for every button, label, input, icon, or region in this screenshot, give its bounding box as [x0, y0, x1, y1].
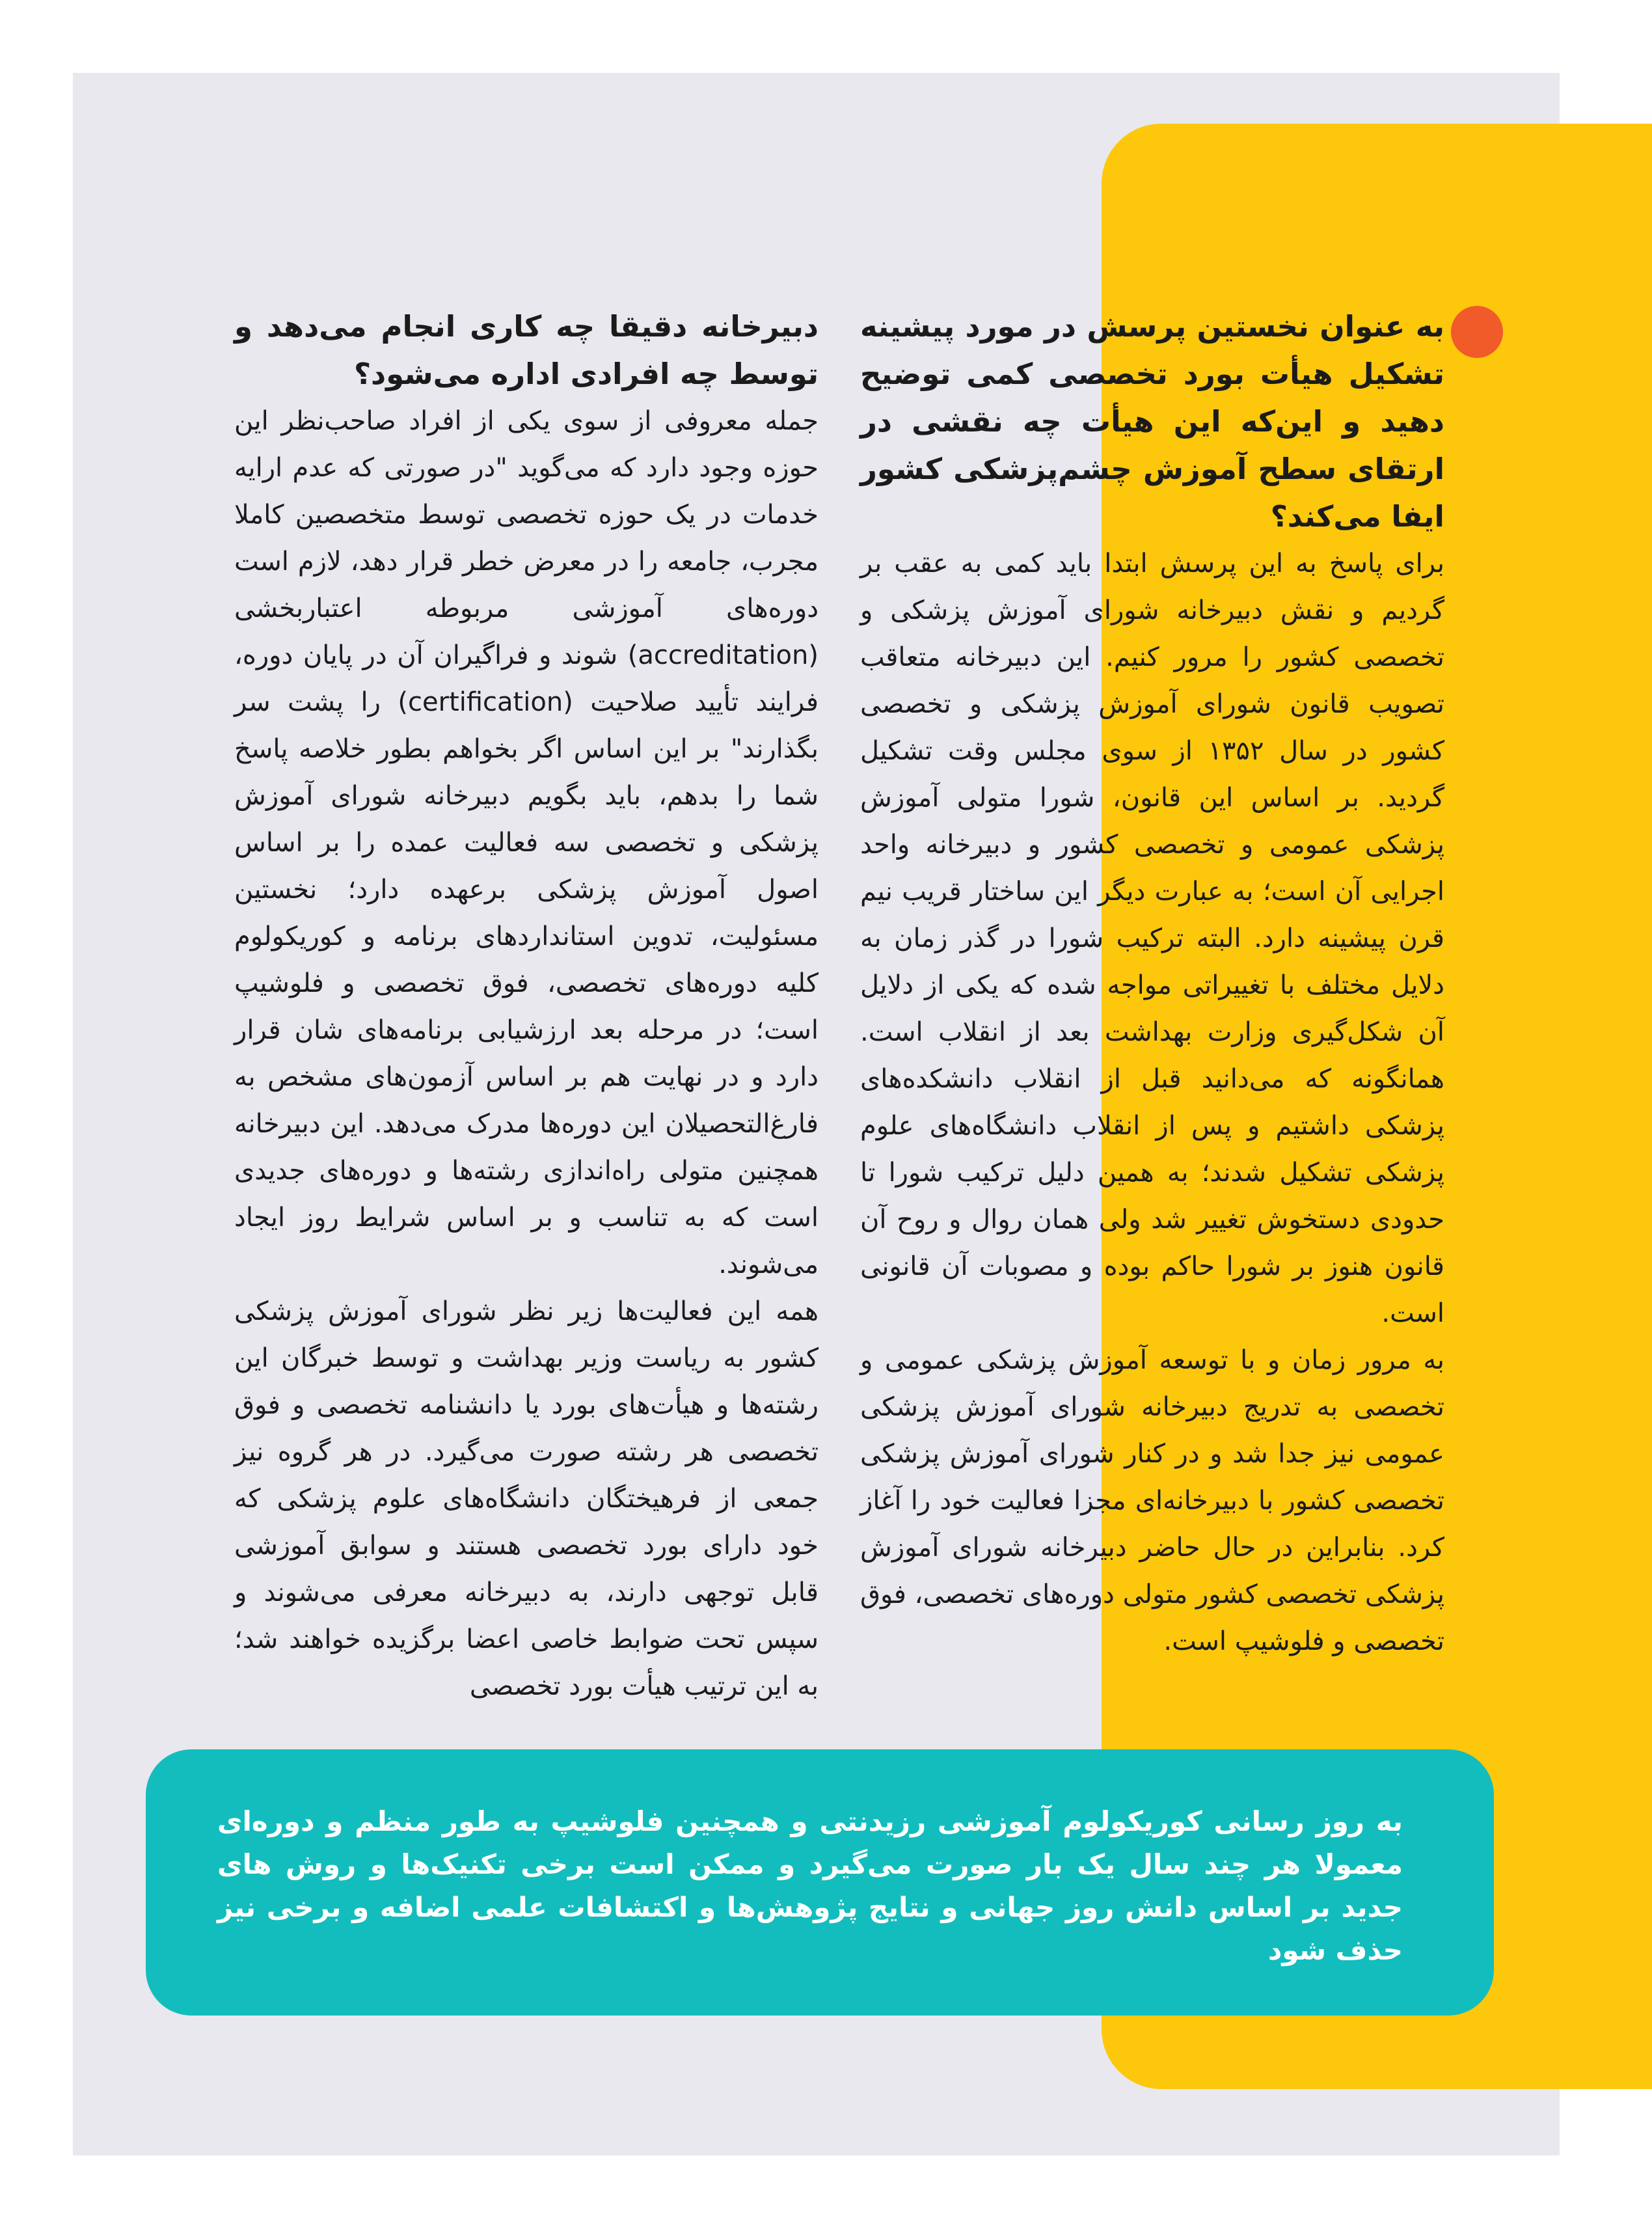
- left-article-column: [234, 303, 819, 1710]
- left-question-heading: دبیرخانه دقیقا چه کاری انجام می‌دهد و توسط چه افرادی اداره می‌شود؟: [234, 309, 819, 391]
- right-article-column: [860, 303, 1444, 1665]
- right-question-heading: به عنوان نخستین پرسش در مورد پیشینه تشکیل هیأت بورد تخصصی کمی توضیح دهید و این‌که این هیأت چه نقشی در ارتقای سطح آموزش چشم‌پزشکی کشور ایفا می‌کند؟: [860, 309, 1444, 534]
- pull-quote-callout: [146, 1749, 1494, 2016]
- orange-bullet-icon: [1451, 306, 1503, 358]
- pull-quote-text: به روز رسانی کوریکولوم آموزشی رزیدنتی و همچنین فلوشیپ به طور منظم و دوره‌ای معمولا هر چند سال یک بار صورت می‌گیرد و ممکن است برخی تکنیک‌ها و روش های جدید بر اساس دانش روز جهانی و نتایج پژوهش‌ها و اکتشافات علمی اضافه و برخی نیز حذف شود: [217, 1805, 1403, 1966]
- right-answer-paragraph-1: برای پاسخ به این پرسش ابتدا باید کمی به عقب بر گردیم و نقش دبیرخانه شورای آموزش پزشکی و تخصصی کشور را مرور کنیم. این دبیرخانه متعاقب تصویب قانون شورای آموزش پزشکی و تخصصی کشور در سال ۱۳۵۲ از سوی مجلس وقت تشکیل گردید. بر اساس این قانون، شورا متولی آموزش پزشکی عمومی و تخصصی کشور و دبیرخانه واحد اجرایی آن است؛ به عبارت دیگر این ساختار قریب نیم قرن پیشینه دارد. البته ترکیب شورا در گذر زمان به دلایل مختلف با تغییراتی مواجه شده که یکی از دلایل آن شکل‌گیری وزارت بهداشت بعد از انقلاب است. همانگونه که می‌دانید قبل از انقلاب دانشکده‌های پزشکی داشتیم و پس از انقلاب دانشگاه‌های علوم پزشکی تشکیل شدند؛ به همین دلیل ترکیب شورا تا حدودی دستخوش تغییر شد ولی همان روال و روح آن قانون هنوز بر شورا حاکم بوده و مصوبات آن قانونی است.: [860, 549, 1444, 1328]
- left-answer-paragraph-2: همه این فعالیت‌ها زیر نظر شورای آموزش پزشکی کشور به ریاست وزیر بهداشت و توسط خبرگان این رشته‌ها و هیأت‌های بورد یا دانشنامه تخصصی و فوق تخصصی هر رشته صورت می‌گیرد. در هر گروه نیز جمعی از فرهیختگان دانشگاه‌های علوم پزشکی که خود دارای بورد تخصصی هستند و سوابق آموزشی قابل توجهی دارند، به دبیرخانه معرفی می‌شوند و سپس تحت ضوابط خاصی اعضا برگزیده خواهند شد؛ به این ترتیب هیأت بورد تخصصی: [234, 1296, 819, 1701]
- right-answer-paragraph-2: به مرور زمان و با توسعه آموزش پزشکی عمومی و تخصصی به تدریج دبیرخانه شورای آموزش پزشکی عمومی نیز جدا شد و در کنار شورای آموزش پزشکی تخصصی کشور با دبیرخانه‌ای مجزا فعالیت خود را آغاز کرد. بنابراین در حال حاضر دبیرخانه شورای آموزش پزشکی تخصصی کشور متولی دوره‌های تخصصی، فوق تخصصی و فلوشیپ است.: [860, 1345, 1444, 1656]
- left-answer-paragraph-1: جمله معروفی از سوی یکی از افراد صاحب‌نظر این حوزه وجود دارد که می‌گوید "در صورتی که عدم ارایه خدمات در یک حوزه تخصصی توسط متخصصین کاملا مجرب، جامعه را در معرض خطر قرار دهد، لازم است دوره‌های آموزشی مربوطه اعتباربخشی (accreditation) شوند و فراگیران آن در پایان دوره، فرایند تأیید صلاحیت (certification) را پشت سر بگذارند" بر این اساس اگر بخواهم بطور خلاصه پاسخ شما را بدهم، باید بگویم دبیرخانه شورای آموزش پزشکی و تخصصی سه فعالیت عمده را بر اساس اصول آموزش پزشکی برعهده دارد؛ نخستین مسئولیت، تدوین استانداردهای برنامه و کوریکولوم کلیه دوره‌های تخصصی، فوق تخصصی و فلوشیپ است؛ در مرحله بعد ارزشیابی برنامه‌های شان قرار دارد و در نهایت هم بر اساس آزمون‌های مشخص به فارغ‌التحصیلان این دوره‌ها مدرک می‌دهد. این دبیرخانه همچنین متولی راه‌اندازی رشته‌ها و دوره‌های جدیدی است که به تناسب و بر اساس شرایط روز ایجاد می‌شوند.: [234, 406, 819, 1279]
